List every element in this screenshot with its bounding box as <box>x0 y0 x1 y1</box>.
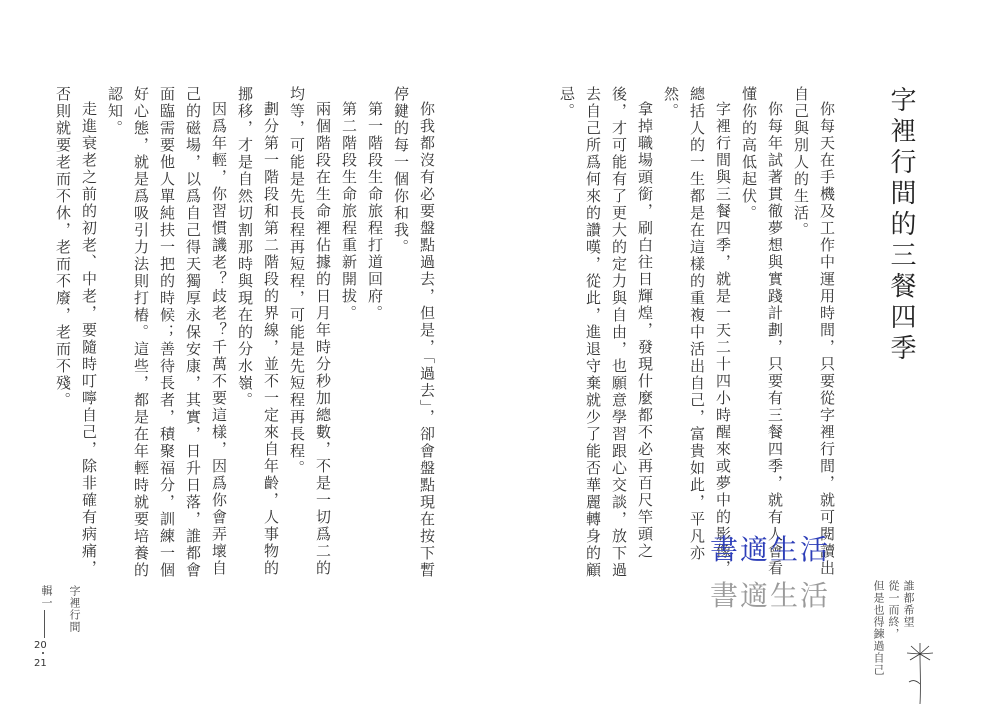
paragraph: 因爲年輕，你習慣譏老？歧老？千萬不要這樣，因爲你會弄壞自己的磁場，以爲自己得天獨厚永保安康，其實，日升日落，誰都會面臨需要他人單純扶一把的時候；善待長者，積聚福分，訓練一個好心態，就是爲吸引力法則打樁。這些，都是在年輕時就要培養的認知。 <box>106 86 228 579</box>
page-number-right: 21 <box>34 658 47 669</box>
page-number-left: 20 <box>34 640 47 651</box>
paragraph: 拿掉職場頭銜，刷白往日輝煌，發現什麼都不必再百尺竿頭之後，才可能有了更大的定力與自由，也願意學習跟心交談，放下過去自己所爲何來的讚嘆，從此，進退守棄就少了能否華麗轉身的顧忌。 <box>558 86 654 579</box>
running-head: 字裡行間 <box>68 585 81 633</box>
paragraph: 第一階段生命旅程打道回府。 <box>366 101 384 322</box>
left-page-body <box>50 86 440 586</box>
paragraph: 你我都沒有必要盤點過去，但是，「過去」，卻會盤點現在按下暫停鍵的每一個你和我。 <box>392 86 436 579</box>
side-note-line: 但是也得鍊過自己 <box>872 580 885 676</box>
section-label: 輯一 <box>40 585 53 609</box>
paragraph: 你每天在手機及工作中運用時間，只要從字裡行間，就可閱讀出自己與別人的生活。 <box>792 86 836 577</box>
chapter-title: 字裡行間的三餐四季 <box>886 86 916 365</box>
paragraph: 第二階段生命旅程重新開拔。 <box>340 101 358 322</box>
divider <box>44 610 45 638</box>
page-number-separator <box>42 652 44 654</box>
watermark-blue: 書適生活 <box>710 533 831 566</box>
side-note-line: 從一而終， <box>887 580 900 640</box>
paragraph: 字裡行間與三餐四季，就是一天二十四小時醒來或夢中的影像，總括人的一生都是在這樣的重複中活出自己，富貴如此，平凡亦然。 <box>662 86 732 577</box>
dandelion-plant-icon <box>900 640 940 708</box>
paragraph: 走進衰老之前的初老、中老，要隨時叮嚀自己，除非確有病痛，否則就要老而不休，老而不廢，老而不殘。 <box>54 86 98 577</box>
side-note-line: 誰都希望 <box>902 580 915 628</box>
right-page-body <box>554 86 840 586</box>
paragraph: 兩個階段在生命裡佔據的日月年時分秒加總數，不是一切爲二的均等，可能是先長程再短程，可能是先短程再長程。 <box>288 86 332 577</box>
paragraph: 你每年試著貫徹夢想與實踐計劃，只要有三餐四季，就有人會看懂你的高低起伏。 <box>740 86 784 577</box>
paragraph: 劃分第一階段和第二階段的界線，並不一定來自年齡，人事物的挪移，才是自然切割那時與現在的分水嶺。 <box>236 86 280 577</box>
watermark-gray: 書適生活 <box>710 579 831 612</box>
